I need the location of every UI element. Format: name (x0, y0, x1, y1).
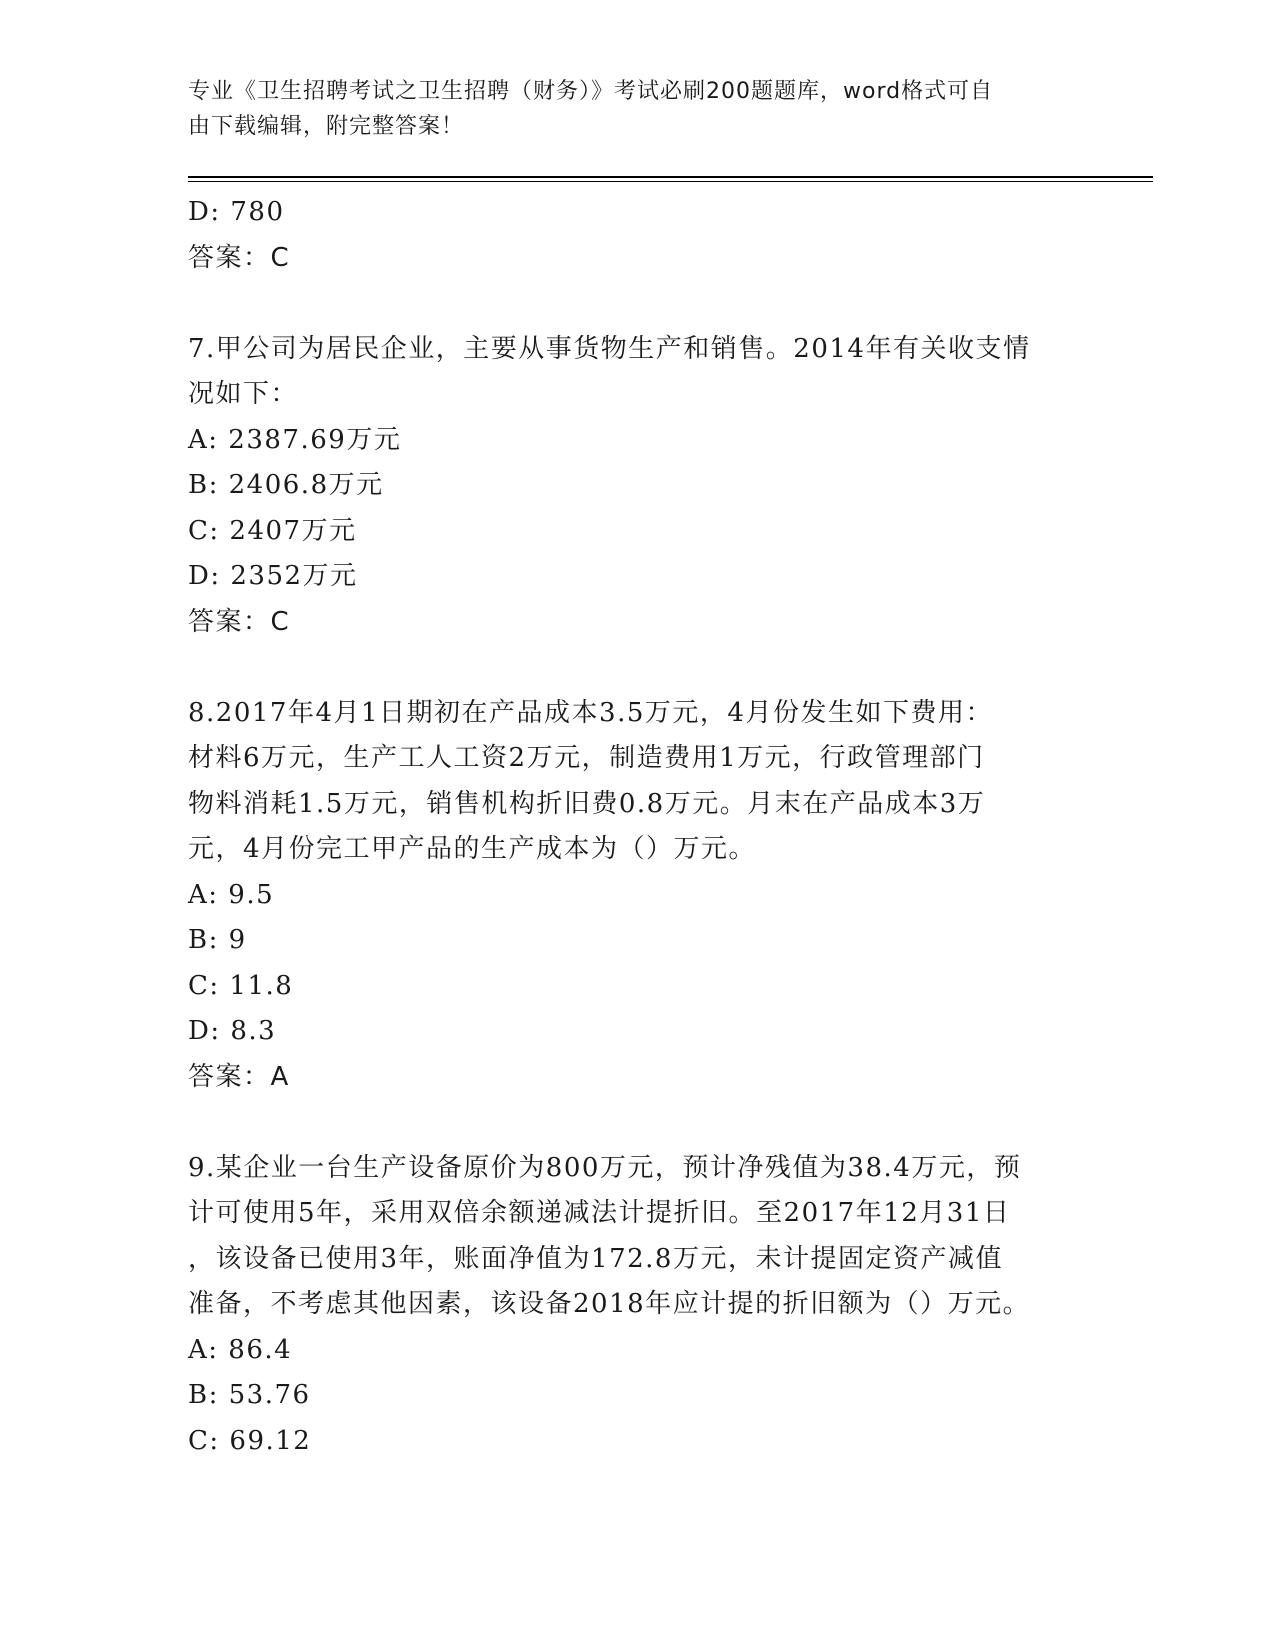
q7-option-b: B: 2406.8万元 (188, 470, 384, 500)
document-header (188, 74, 1088, 144)
q6-answer: 答案：C (188, 242, 291, 273)
question-9 (188, 1146, 1088, 1465)
header-line-1: 专业《卫生招聘考试之卫生招聘（财务）》考试必刷200题题库，word格式可自 (188, 79, 994, 104)
q9-stem-line: ，该设备已使用3年，账面净值为172.8万元，未计提固定资产减值 (188, 1243, 1003, 1274)
header-line-2: 由下载编辑，附完整答案！ (188, 114, 465, 139)
q9-stem-line: 计可使用5年，采用双倍余额递减法计提折旧。至2017年12月31日 (188, 1198, 1011, 1228)
q9-option-c: C: 69.12 (188, 1425, 312, 1456)
q8-answer: 答案：A (188, 1061, 290, 1092)
q7-answer: 答案：C (188, 606, 291, 637)
spacer (188, 281, 1088, 327)
q9-stem-line: 9.某企业一台生产设备原价为800万元，预计净残值为38.4万元，预 (188, 1152, 1022, 1183)
q9-option-b: B: 53.76 (188, 1380, 311, 1410)
question-8 (188, 691, 1088, 1101)
q7-stem-line: 况如下： (188, 379, 299, 409)
q7-stem-line: 7.甲公司为居民企业，主要从事货物生产和销售。2014年有关收支情 (188, 333, 1031, 364)
q8-stem-line: 材料6万元，生产工人工资2万元，制造费用1万元，行政管理部门 (188, 743, 985, 773)
q7-option-c: C: 2407万元 (188, 515, 357, 546)
q8-option-c: C: 11.8 (188, 970, 294, 1001)
question-7 (188, 327, 1088, 646)
spacer (188, 1100, 1088, 1146)
q7-option-a: A: 2387.69万元 (188, 424, 402, 455)
q8-option-b: B: 9 (188, 925, 247, 955)
q9-stem-line: 准备，不考虑其他因素，该设备2018年应计提的折旧额为（）万元。 (188, 1289, 1031, 1319)
header-divider-thin (188, 181, 1153, 182)
q8-stem-line: 元，4月份完工甲产品的生产成本为（）万元。 (188, 834, 757, 864)
spacer (188, 645, 1088, 691)
document-body (188, 190, 1088, 1464)
question-6-tail (188, 190, 1088, 281)
q7-option-d: D: 2352万元 (188, 561, 358, 591)
q6-option-d: D: 780 (188, 197, 285, 227)
q8-option-d: D: 8.3 (188, 1016, 277, 1046)
q9-option-a: A: 86.4 (188, 1334, 293, 1365)
q8-stem-line: 物料消耗1.5万元，销售机构折旧费0.8万元。月末在产品成本3万 (188, 788, 986, 819)
q8-option-a: A: 9.5 (188, 879, 275, 910)
header-divider-thick (188, 176, 1153, 178)
q8-stem-line: 8.2017年4月1日期初在产品成本3.5万元，4月份发生如下费用： (188, 697, 993, 728)
